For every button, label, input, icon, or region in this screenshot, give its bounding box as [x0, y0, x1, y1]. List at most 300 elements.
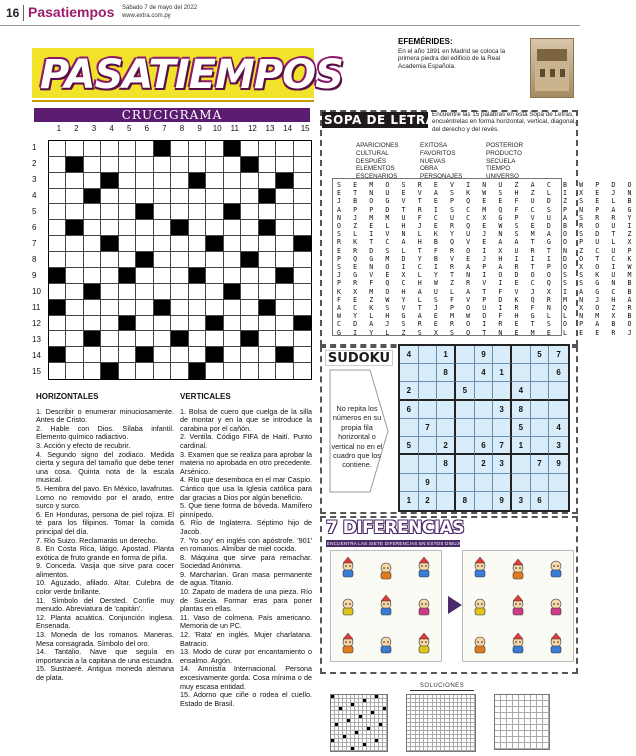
- sudoku-cell[interactable]: [512, 346, 531, 364]
- crossword-cell[interactable]: [84, 157, 101, 173]
- crossword-cell[interactable]: [101, 141, 118, 157]
- sudoku-cell[interactable]: [531, 364, 550, 382]
- sudoku-cell[interactable]: [456, 474, 475, 492]
- crossword-cell[interactable]: [136, 157, 153, 173]
- crossword-cell[interactable]: [206, 252, 223, 268]
- sudoku-cell[interactable]: 5: [512, 419, 531, 437]
- crossword-cell[interactable]: [259, 141, 276, 157]
- sudoku-cell[interactable]: 5: [456, 382, 475, 400]
- crossword-cell[interactable]: [171, 252, 188, 268]
- sudoku-cell[interactable]: [531, 437, 550, 455]
- cartoon-figure-icon: [337, 633, 359, 655]
- crossword-cell[interactable]: [154, 220, 171, 236]
- crossword-cell[interactable]: [259, 331, 276, 347]
- crossword-cell[interactable]: [49, 173, 66, 189]
- crossword-cell[interactable]: [294, 268, 311, 284]
- sudoku-cell[interactable]: 5: [400, 437, 419, 455]
- crossword-cell[interactable]: [154, 189, 171, 205]
- crossword-cell[interactable]: [66, 347, 83, 363]
- crossword-cell[interactable]: [66, 268, 83, 284]
- crossword-cell[interactable]: [294, 252, 311, 268]
- crossword-cell[interactable]: [276, 284, 293, 300]
- crossword-cell[interactable]: [276, 363, 293, 379]
- sudoku-cell[interactable]: [419, 437, 438, 455]
- crossword-cell[interactable]: [136, 189, 153, 205]
- sudoku-cell[interactable]: [475, 419, 494, 437]
- crossword-cell[interactable]: [171, 173, 188, 189]
- sudoku-cell[interactable]: [419, 346, 438, 364]
- crossword-cell[interactable]: [101, 252, 118, 268]
- sudoku-cell[interactable]: 7: [419, 419, 438, 437]
- sudoku-cell[interactable]: 7: [549, 346, 568, 364]
- sudoku-cell[interactable]: [512, 455, 531, 473]
- crossword-cell[interactable]: [154, 268, 171, 284]
- crossword-cell[interactable]: [136, 236, 153, 252]
- crossword-cell[interactable]: [171, 363, 188, 379]
- crossword-black-cell: [136, 204, 153, 220]
- crossword-cell[interactable]: [101, 268, 118, 284]
- crossword-cell[interactable]: [119, 363, 136, 379]
- sudoku-cell[interactable]: [456, 346, 475, 364]
- crossword-cell[interactable]: [276, 316, 293, 332]
- crossword-cell[interactable]: [294, 347, 311, 363]
- crossword-cell[interactable]: [101, 300, 118, 316]
- sudoku-cell[interactable]: [456, 401, 475, 419]
- crossword-cell[interactable]: [119, 331, 136, 347]
- crossword-cell[interactable]: [66, 252, 83, 268]
- crossword-cell[interactable]: [259, 236, 276, 252]
- crossword-cell[interactable]: [49, 189, 66, 205]
- sudoku-cell[interactable]: 6: [549, 364, 568, 382]
- crossword-cell[interactable]: [49, 204, 66, 220]
- sudoku-cell[interactable]: [493, 382, 512, 400]
- crossword-cell[interactable]: [294, 363, 311, 379]
- sudoku-cell[interactable]: [475, 382, 494, 400]
- sudoku-cell[interactable]: 1: [512, 437, 531, 455]
- sudoku-cell[interactable]: [475, 492, 494, 510]
- crossword-cell[interactable]: [294, 189, 311, 205]
- crossword-cell[interactable]: [101, 347, 118, 363]
- efemerides: [398, 38, 526, 70]
- crossword-cell[interactable]: [49, 236, 66, 252]
- sudoku-cell[interactable]: 1: [493, 364, 512, 382]
- crossword-cell[interactable]: [136, 268, 153, 284]
- crossword-cell[interactable]: [241, 141, 258, 157]
- sudoku-cell[interactable]: 4: [400, 346, 419, 364]
- crossword-cell[interactable]: [154, 316, 171, 332]
- sudoku-cell[interactable]: [475, 474, 494, 492]
- sudoku-cell[interactable]: 8: [512, 401, 531, 419]
- crossword-cell[interactable]: [119, 236, 136, 252]
- crossword-cell[interactable]: [276, 220, 293, 236]
- sudoku-cell[interactable]: 6: [475, 437, 494, 455]
- sudoku-cell[interactable]: 5: [531, 346, 550, 364]
- crossword-cell[interactable]: [206, 284, 223, 300]
- sudoku-cell[interactable]: 3: [512, 492, 531, 510]
- crossword-cell[interactable]: [206, 220, 223, 236]
- crossword-cell[interactable]: [259, 284, 276, 300]
- crossword-cell[interactable]: [206, 363, 223, 379]
- sudoku-cell[interactable]: [456, 437, 475, 455]
- crossword-cell[interactable]: [259, 347, 276, 363]
- crossword-cell[interactable]: [276, 252, 293, 268]
- row-number: 2: [32, 159, 37, 168]
- crossword-cell[interactable]: [171, 236, 188, 252]
- crossword-cell[interactable]: [119, 173, 136, 189]
- crossword-cell[interactable]: [49, 252, 66, 268]
- sudoku-cell[interactable]: 2: [475, 455, 494, 473]
- crossword-cell[interactable]: [241, 284, 258, 300]
- crossword-cell[interactable]: [136, 363, 153, 379]
- crossword-cell[interactable]: [66, 284, 83, 300]
- crossword-cell[interactable]: [241, 204, 258, 220]
- sudoku-cell[interactable]: [437, 492, 456, 510]
- crossword-cell[interactable]: [259, 204, 276, 220]
- crossword-cell[interactable]: [206, 173, 223, 189]
- crossword-cell[interactable]: [49, 331, 66, 347]
- crossword-cell[interactable]: [154, 347, 171, 363]
- crossword-cell[interactable]: [189, 284, 206, 300]
- crossword-cell[interactable]: [171, 316, 188, 332]
- crossword-black-cell: [241, 252, 258, 268]
- crossword-cell[interactable]: [241, 173, 258, 189]
- column-number: 11: [230, 124, 239, 133]
- sudoku-cell[interactable]: [419, 401, 438, 419]
- crossword-cell[interactable]: [136, 173, 153, 189]
- crossword-cell[interactable]: [101, 204, 118, 220]
- word-search-row: G I Y L Z S X S O T N E M E L E E R J: [337, 328, 636, 337]
- word-search-grid[interactable]: [332, 178, 636, 337]
- crossword-cell[interactable]: [49, 284, 66, 300]
- crossword-cell[interactable]: [241, 268, 258, 284]
- crossword-row-numbers: [32, 140, 46, 380]
- crossword-cell[interactable]: [84, 252, 101, 268]
- crossword-cell[interactable]: [154, 284, 171, 300]
- crossword-cell[interactable]: [276, 236, 293, 252]
- crossword-cell[interactable]: [119, 204, 136, 220]
- sudoku-cell[interactable]: 6: [400, 401, 419, 419]
- crossword-title: CRUCIGRAMA: [121, 108, 223, 122]
- crossword-cell[interactable]: [101, 316, 118, 332]
- horizontal-clue: 2. Hable con Dios. Sílaba infantil. Elemento químico radiactivo.: [36, 423, 174, 442]
- sudoku-cell[interactable]: [400, 455, 419, 473]
- crossword-cell[interactable]: [189, 220, 206, 236]
- crossword-cell[interactable]: [189, 204, 206, 220]
- sudoku-cell[interactable]: 9: [493, 492, 512, 510]
- crossword-cell[interactable]: [119, 141, 136, 157]
- crossword-cell[interactable]: [189, 331, 206, 347]
- crossword-cell[interactable]: [259, 363, 276, 379]
- crossword-cell[interactable]: [119, 157, 136, 173]
- solution-cell: [383, 747, 387, 751]
- crossword-cell[interactable]: [189, 300, 206, 316]
- crossword-cell[interactable]: [241, 189, 258, 205]
- crossword-grid[interactable]: [48, 140, 312, 380]
- sudoku-cell[interactable]: 8: [456, 492, 475, 510]
- horizontal-clue: 7. Río Suizo. Reclamarás un derecho.: [36, 535, 158, 545]
- sudoku-cell[interactable]: [531, 401, 550, 419]
- crossword-cell[interactable]: [294, 331, 311, 347]
- crossword-cell[interactable]: [276, 204, 293, 220]
- crossword-black-cell: [101, 236, 118, 252]
- sudoku-cell[interactable]: 3: [493, 455, 512, 473]
- sudoku-cell[interactable]: [400, 474, 419, 492]
- crossword-cell[interactable]: [84, 141, 101, 157]
- crossword-cell[interactable]: [189, 316, 206, 332]
- sudoku-cell[interactable]: 2: [400, 382, 419, 400]
- crossword-cell[interactable]: [49, 316, 66, 332]
- crossword-cell[interactable]: [206, 157, 223, 173]
- crossword-cell[interactable]: [241, 236, 258, 252]
- sudoku-cell[interactable]: [549, 401, 568, 419]
- crossword-cell[interactable]: [154, 157, 171, 173]
- crossword-cell[interactable]: [66, 363, 83, 379]
- crossword-cell[interactable]: [66, 316, 83, 332]
- crossword-cell[interactable]: [241, 220, 258, 236]
- crossword-cell[interactable]: [276, 157, 293, 173]
- crossword-cell[interactable]: [154, 173, 171, 189]
- crossword-cell[interactable]: [66, 189, 83, 205]
- column-number: 15: [300, 124, 310, 133]
- crossword-cell[interactable]: [224, 300, 241, 316]
- word-to-find: APARICIONES: [356, 142, 399, 149]
- sudoku-cell[interactable]: 8: [437, 455, 456, 473]
- crossword-cell[interactable]: [171, 157, 188, 173]
- sudoku-cell[interactable]: [419, 364, 438, 382]
- crossword-cell[interactable]: [224, 157, 241, 173]
- sudoku-cell[interactable]: [456, 419, 475, 437]
- crossword-cell[interactable]: [276, 189, 293, 205]
- crossword-cell[interactable]: [171, 268, 188, 284]
- sudoku-cell[interactable]: [493, 346, 512, 364]
- crossword-cell[interactable]: [259, 173, 276, 189]
- sudoku-cell[interactable]: 4: [475, 364, 494, 382]
- crossword-cell[interactable]: [259, 157, 276, 173]
- crossword-cell[interactable]: [66, 204, 83, 220]
- sudoku-cell[interactable]: 2: [419, 492, 438, 510]
- sudoku-cell[interactable]: [512, 364, 531, 382]
- crossword-cell[interactable]: [294, 284, 311, 300]
- crossword-cell[interactable]: [189, 236, 206, 252]
- differences-panel-right[interactable]: [462, 550, 574, 662]
- crossword-cell[interactable]: [84, 363, 101, 379]
- crossword-cell[interactable]: [224, 236, 241, 252]
- sudoku-cell[interactable]: [419, 455, 438, 473]
- sudoku-cell[interactable]: 2: [437, 437, 456, 455]
- crossword-cell[interactable]: [84, 220, 101, 236]
- crossword-cell[interactable]: [189, 157, 206, 173]
- crossword-cell[interactable]: [84, 236, 101, 252]
- crossword-cell[interactable]: [101, 284, 118, 300]
- sudoku-cell[interactable]: 9: [549, 455, 568, 473]
- crossword-cell[interactable]: [294, 173, 311, 189]
- crossword-cell[interactable]: [84, 316, 101, 332]
- crossword-cell[interactable]: [119, 284, 136, 300]
- crossword-cell[interactable]: [171, 204, 188, 220]
- sudoku-cell[interactable]: [549, 492, 568, 510]
- crossword-cell[interactable]: [136, 220, 153, 236]
- crossword-cell[interactable]: [119, 252, 136, 268]
- crossword-cell[interactable]: [294, 141, 311, 157]
- sudoku-cell[interactable]: [419, 382, 438, 400]
- crossword-cell[interactable]: [66, 236, 83, 252]
- crossword-cell[interactable]: [259, 316, 276, 332]
- crossword-cell[interactable]: [171, 300, 188, 316]
- sudoku-cell[interactable]: [475, 401, 494, 419]
- crossword-cell[interactable]: [136, 300, 153, 316]
- crossword-cell[interactable]: [119, 220, 136, 236]
- crossword-cell[interactable]: [119, 189, 136, 205]
- sudoku-cell[interactable]: 9: [475, 346, 494, 364]
- crossword-cell[interactable]: [101, 220, 118, 236]
- word-to-find: ESCENARIOS: [356, 173, 398, 181]
- crossword-cell[interactable]: [206, 204, 223, 220]
- crossword-cell[interactable]: [294, 300, 311, 316]
- sudoku-cell[interactable]: 3: [493, 401, 512, 419]
- sudoku-cell[interactable]: 3: [549, 437, 568, 455]
- crossword-cell[interactable]: [66, 331, 83, 347]
- crossword-cell[interactable]: [224, 331, 241, 347]
- sudoku-cell[interactable]: [549, 474, 568, 492]
- sudoku-cell[interactable]: 4: [549, 419, 568, 437]
- crossword-cell[interactable]: [224, 220, 241, 236]
- sudoku-cell[interactable]: 1: [437, 346, 456, 364]
- sudoku-cell[interactable]: [549, 382, 568, 400]
- crossword-cell[interactable]: [84, 268, 101, 284]
- crossword-black-cell: [136, 252, 153, 268]
- crossword-cell[interactable]: [224, 173, 241, 189]
- crossword-cell[interactable]: [224, 252, 241, 268]
- sudoku-cell[interactable]: 7: [493, 437, 512, 455]
- crossword-cell[interactable]: [136, 331, 153, 347]
- solution-cell: [471, 747, 475, 751]
- crossword-cell[interactable]: [224, 189, 241, 205]
- crossword-cell[interactable]: [154, 363, 171, 379]
- crossword-cell[interactable]: [294, 204, 311, 220]
- sudoku-cell[interactable]: 6: [531, 492, 550, 510]
- differences-panel-left[interactable]: [330, 550, 442, 662]
- crossword-cell[interactable]: [241, 300, 258, 316]
- word-to-find: CULTURAL: [356, 149, 389, 157]
- word-search-row: C D A J S R E R O I R E T S O P A B O: [337, 320, 636, 329]
- sudoku-grid[interactable]: [398, 344, 570, 512]
- crossword-cell[interactable]: [66, 141, 83, 157]
- sudoku-cell[interactable]: [493, 474, 512, 492]
- sudoku-cell[interactable]: 7: [531, 455, 550, 473]
- crossword-cell[interactable]: [84, 204, 101, 220]
- sudoku-cell[interactable]: [512, 474, 531, 492]
- sudoku-cell[interactable]: 1: [400, 492, 419, 510]
- crossword-cell[interactable]: [276, 300, 293, 316]
- crossword-cell[interactable]: [189, 189, 206, 205]
- crossword-cell[interactable]: [206, 300, 223, 316]
- sudoku-cell[interactable]: [437, 382, 456, 400]
- crossword-cell[interactable]: [171, 189, 188, 205]
- crossword-cell[interactable]: [49, 220, 66, 236]
- crossword-cell[interactable]: [171, 284, 188, 300]
- crossword-cell[interactable]: [119, 300, 136, 316]
- crossword-cell[interactable]: [224, 363, 241, 379]
- sudoku-cell[interactable]: [493, 419, 512, 437]
- crossword-cell[interactable]: [294, 220, 311, 236]
- crossword-cell[interactable]: [101, 157, 118, 173]
- crossword-cell[interactable]: [224, 347, 241, 363]
- sudoku-cell[interactable]: [531, 419, 550, 437]
- crossword-cell[interactable]: [66, 173, 83, 189]
- crossword-cell[interactable]: [189, 141, 206, 157]
- crossword-cell[interactable]: [171, 347, 188, 363]
- sudoku-cell[interactable]: [400, 364, 419, 382]
- crossword-cell[interactable]: [154, 331, 171, 347]
- crossword-cell[interactable]: [136, 316, 153, 332]
- crossword-cell[interactable]: [49, 363, 66, 379]
- crossword-cell[interactable]: [119, 347, 136, 363]
- word-search-row: S E N O I C I R A P A R T P O X O I W: [337, 263, 636, 272]
- crossword-cell[interactable]: [259, 268, 276, 284]
- crossword-cell[interactable]: [136, 284, 153, 300]
- crossword-cell[interactable]: [241, 316, 258, 332]
- crossword-cell[interactable]: [101, 331, 118, 347]
- crossword-cell[interactable]: [276, 141, 293, 157]
- crossword-cell[interactable]: [101, 189, 118, 205]
- sudoku-cell[interactable]: [437, 419, 456, 437]
- crossword-cell[interactable]: [171, 141, 188, 157]
- crossword-cell[interactable]: [49, 157, 66, 173]
- crossword-cell[interactable]: [66, 300, 83, 316]
- crossword-cell[interactable]: [224, 268, 241, 284]
- sudoku-cell[interactable]: [531, 474, 550, 492]
- crossword-cell[interactable]: [84, 300, 101, 316]
- crossword-cell[interactable]: [84, 347, 101, 363]
- sudoku-cell[interactable]: [437, 474, 456, 492]
- crossword-cell[interactable]: [189, 252, 206, 268]
- crossword-cell[interactable]: [259, 252, 276, 268]
- crossword-cell[interactable]: [206, 268, 223, 284]
- column-number: 4: [109, 124, 114, 133]
- crossword-cell[interactable]: [206, 141, 223, 157]
- crossword-cell[interactable]: [189, 347, 206, 363]
- crossword-cell[interactable]: [224, 316, 241, 332]
- word-search-row: J B O G V T E P Q E E F U D Z S E L B: [337, 197, 636, 206]
- crossword-cell[interactable]: [206, 331, 223, 347]
- sudoku-cell[interactable]: 9: [419, 474, 438, 492]
- crossword-black-cell: [171, 331, 188, 347]
- sudoku-cell[interactable]: [437, 401, 456, 419]
- sudoku-cell[interactable]: [531, 382, 550, 400]
- crossword-cell[interactable]: [136, 141, 153, 157]
- crossword-cell[interactable]: [84, 173, 101, 189]
- sudoku-cell[interactable]: 8: [437, 364, 456, 382]
- sudoku-cell[interactable]: [400, 419, 419, 437]
- cartoon-figure-icon: [469, 595, 491, 617]
- crossword-cell[interactable]: [294, 157, 311, 173]
- column-number: 8: [179, 124, 185, 133]
- crossword-cell[interactable]: [49, 141, 66, 157]
- crossword-cell[interactable]: [154, 252, 171, 268]
- crossword-cell[interactable]: [154, 236, 171, 252]
- crossword-cell[interactable]: [241, 347, 258, 363]
- sudoku-cell[interactable]: [456, 364, 475, 382]
- sudoku-cell[interactable]: 4: [512, 382, 531, 400]
- crossword-cell[interactable]: [154, 204, 171, 220]
- crossword-black-cell: [241, 157, 258, 173]
- crossword-cell[interactable]: [241, 363, 258, 379]
- sudoku-cell[interactable]: [456, 455, 475, 473]
- crossword-cell[interactable]: [206, 189, 223, 205]
- word-search-row: J G V E X L Y T N I O D O O S S K U M: [337, 271, 636, 280]
- crossword-cell[interactable]: [276, 331, 293, 347]
- differences-title: 7 DIFERENCIAS: [326, 518, 465, 538]
